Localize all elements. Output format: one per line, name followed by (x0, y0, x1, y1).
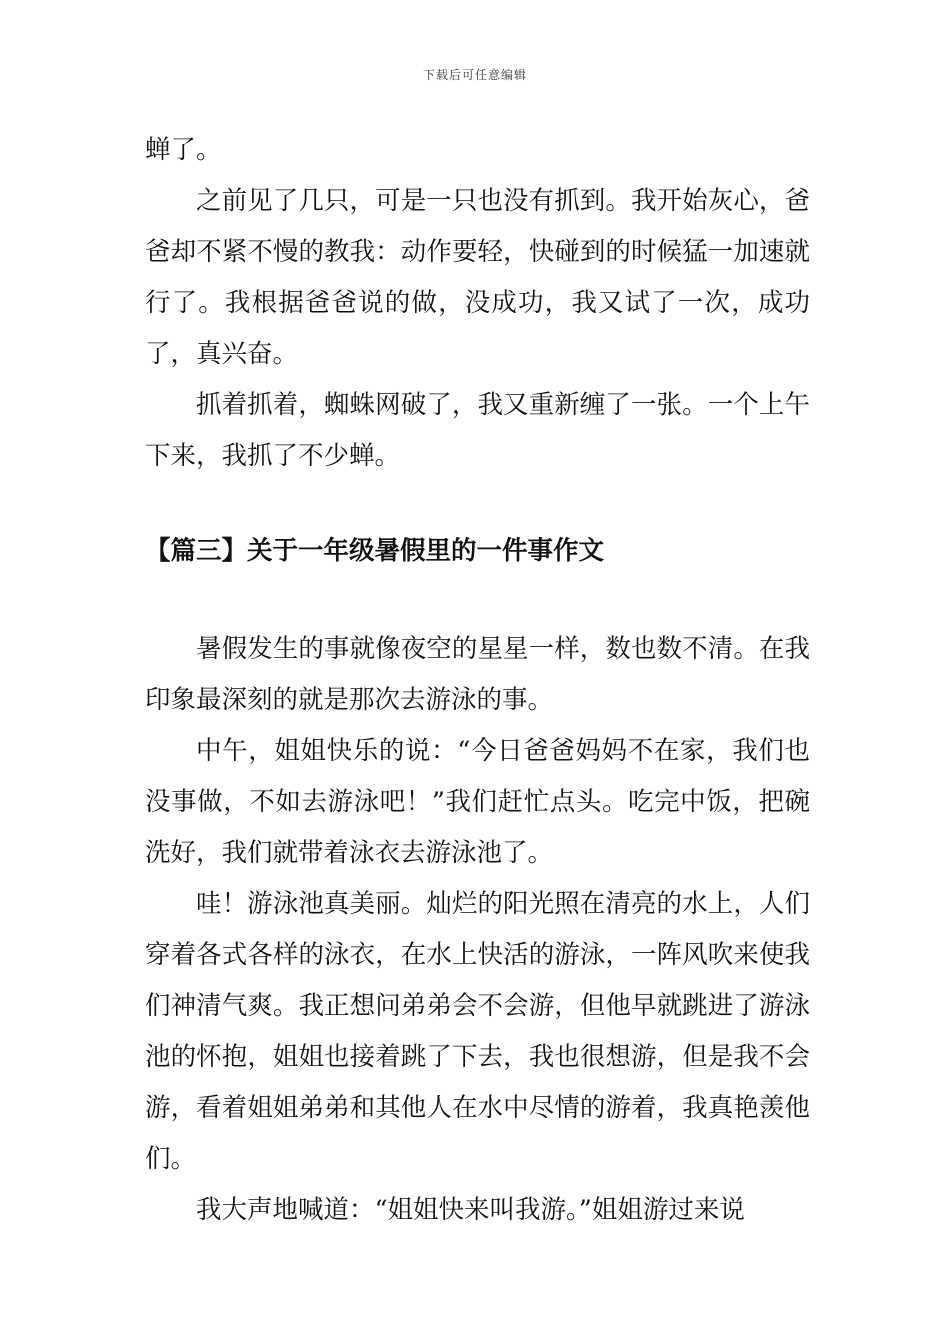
paragraph: 我大声地喊道：“姐姐快来叫我游。”姐姐游过来说 (196, 1195, 745, 1225)
section-title: 【篇三】关于一年级暑假里的一件事作文 (145, 536, 605, 566)
paragraph: 之前见了几只，可是一只也没有抓到。我开始灰心，爸爸却不紧不慢的教我：动作要轻，快碰到的时候猛一加速就行了。我根据爸爸说的做，没成功，我又试了一次，成功了，真兴奋。 (145, 186, 810, 369)
page-header: 下载后可任意编辑 (422, 68, 527, 82)
section-three-text (145, 624, 810, 1236)
paragraph: 哇！游泳池真美丽。灿烂的阳光照在清亮的水上，人们穿着各式各样的泳衣，在水上快活的游泳，一阵风吹来使我们神清气爽。我正想问弟弟会不会游，但他早就跳进了游泳池的怀抱，姐姐也接着跳了下去，我也很想游，但是我不会游，看着姐姐弟弟和其他人在水中尽情的游着，我真艳羡他们。 (145, 889, 810, 1174)
section-heading-block (145, 526, 810, 577)
paragraph: 抓着抓着，蜘蛛网破了，我又重新缠了一张。一个上午下来，我抓了不少蝉。 (145, 390, 810, 471)
paragraph: 中午，姐姐快乐的说：“今日爸爸妈妈不在家，我们也没事做，不如去游泳吧！”我们赶忙点头。吃完中饭，把碗洗好，我们就带着泳衣去游泳池了。 (145, 736, 810, 868)
paragraph-continuation: 蝉了。 (145, 135, 222, 165)
paragraph: 暑假发生的事就像夜空的星星一样，数也数不清。在我印象最深刻的就是那次去游泳的事。 (145, 634, 810, 715)
previous-section-text (145, 125, 810, 482)
